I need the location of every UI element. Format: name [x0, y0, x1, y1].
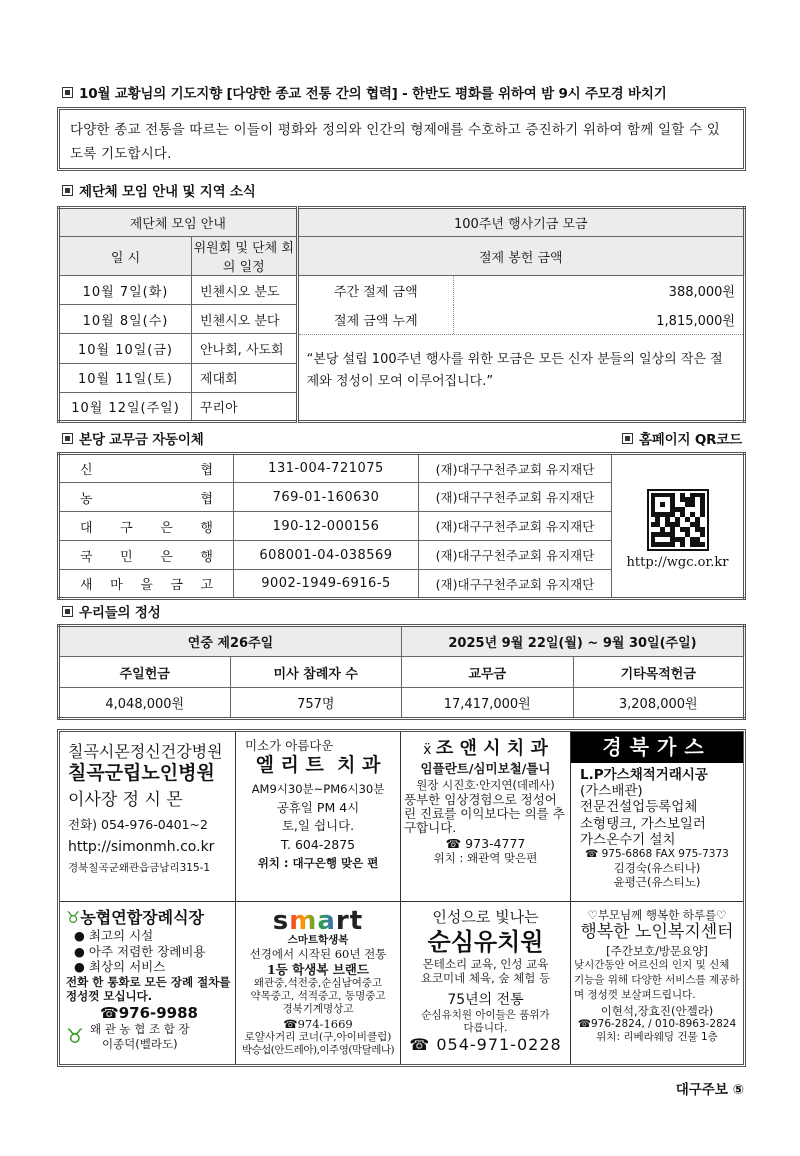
account-holder: (재)대구구천주교회 유지재단: [419, 512, 612, 541]
bank-name: 신 협: [59, 454, 234, 483]
bank-name: 대 구 은 행: [59, 512, 234, 541]
table-row: 10월 11일(토) 제대회: [59, 363, 745, 392]
bank-section-title: 본당 교무금 자동이체: [62, 428, 204, 448]
account-holder: (재)대구구천주교회 유지재단: [419, 570, 612, 599]
account-holder: (재)대구구천주교회 유지재단: [419, 541, 612, 570]
nh-logo-icon: ♉: [66, 1024, 84, 1049]
bank-name: 국 민 은 행: [59, 541, 234, 570]
sunday-offering-value: 4,048,000원: [59, 688, 231, 719]
account-number: 131-004-721075: [234, 454, 419, 483]
tooth-icon: ẍ: [423, 742, 436, 758]
attendance-value: 757명: [230, 688, 402, 719]
groups-table: [57, 206, 746, 423]
bullet-square-icon: [62, 606, 73, 617]
col-header: 미사 참례자 수: [230, 657, 402, 688]
ad-joan-dental: ẍ 조 앤 시 치 과 임플란트/심미보철/틀니 원장 시진호·안지연(데레사) 풍부한 임상경험으로 정성어린 진료를 이익보다는 의를 추구합니다. ☎ 973-4777 위치 : 왜관역 맞은편: [401, 732, 571, 902]
other-offering-value: 3,208,000원: [573, 688, 745, 719]
account-number: 769-01-160630: [234, 483, 419, 512]
account-holder: (재)대구구천주교회 유지재단: [419, 483, 612, 512]
bullet-square-icon: [622, 433, 633, 444]
offering-table: [57, 624, 746, 720]
bullet-square-icon: [62, 185, 73, 196]
homepage-link[interactable]: http://wgc.or.kr: [626, 554, 729, 570]
col-header: 교무금: [402, 657, 574, 688]
hospital-url[interactable]: http://simonmh.co.kr: [68, 838, 215, 855]
account-holder: (재)대구구천주교회 유지재단: [419, 454, 612, 483]
groups-section-title: 제단체 모임 안내 및 지역 소식: [62, 180, 256, 200]
fund-header: 100주년 행사기금 모금: [297, 208, 744, 237]
bank-name: 농 협: [59, 483, 234, 512]
ad-hospital: 칠곡시몬정신건강병원 칠곡군립노인병원 이사장 정 시 몬 전화) 054-976-0401~2 http://simonmh.co.kr 경북칠곡군왜관읍금남리315-1: [60, 732, 236, 902]
qr-cell: [612, 454, 745, 599]
ad-senior-welfare-center: ♡부모님께 행복한 하루를♡ 행복한 노인복지센터 [주간보호/방문요양] 낮시간동안 어르신의 인지 및 신체 기능을 위해 다양한 서비스를 제공하며 정성껏 보살펴드립니다. 이현석,장효진(안젤라) ☎976-2824, / 010-8963-2824 위치: 리베라웨딩 건물 1층: [574, 908, 740, 1044]
table-row: 10월 8일(수) 빈첸시오 분다: [59, 305, 745, 334]
col-event-header: 위원회 및 단체 회의 일정: [192, 237, 298, 276]
offering-period: 2025년 9월 22일(월) ~ 9월 30일(주일): [402, 626, 745, 657]
advertisements-grid: [57, 729, 746, 1067]
bullet-square-icon: [62, 433, 73, 444]
page-footer: 대구주보 ⑤: [675, 1082, 744, 1098]
col-fund-header: 절제 봉헌 금액: [297, 237, 744, 276]
ad-gyeongbuk-gas: 경북가스 L.P가스채적거래시공 (가스배관) 전문건설업등록업체 소형탱크, 가스보일러 가스온수기 설치 ☎ 975-6868 FAX 975-7373 김경숙(유스티나) 윤평근(유스티노): [571, 732, 743, 902]
account-number: 190-12-000156: [234, 512, 419, 541]
fund-quote: “본당 설립 100주년 행사를 위한 모금은 모든 신자 분들의 일상의 작은 절제와 정성이 모여 이루어집니다.”: [299, 334, 743, 420]
weekly-fund-label: 주간 절제 금액: [299, 276, 454, 305]
gas-brand-banner: 경북가스: [571, 732, 743, 763]
offering-week: 연중 제26주일: [59, 626, 402, 657]
qr-code-icon[interactable]: [647, 489, 709, 551]
bullet-square-icon: [62, 87, 73, 98]
total-fund-label: 절제 금액 누계: [299, 305, 454, 334]
ad-smart-uniform: smart 스마트학생복 선경에서 시작된 60년 전통 1등 학생복 브랜드 왜관중,석전중,순심남여중고 약목중고, 석적중고, 동명중고 경북기계명상고 ☎974-1669 로얄사거리 코너(구,아이비클럽) 박승섭(안드레아),이주영(막달레나): [236, 902, 401, 1064]
prayer-intention-box: [57, 107, 746, 171]
smart-logo: smart: [272, 906, 364, 936]
ad-sunsim-kindergarten: 인성으로 빛나는 순심유치원 몬테소리 교육, 인성 교육 요코미네 체육, 숲 체험 등 75년의 전통 순심유치원 아이들은 품위가 다릅니다. ☎ 054-971-0228: [401, 902, 571, 1064]
weekly-fund-value: 388,000원: [668, 285, 735, 300]
qr-section-title: 홈페이지 QR코드: [622, 428, 742, 448]
account-number: 9002-1949-6916-5: [234, 570, 419, 599]
bank-transfer-table: [57, 452, 746, 600]
table-row: 10월 10일(금) 안나회, 사도회: [59, 334, 745, 363]
church-tax-value: 17,417,000원: [402, 688, 574, 719]
col-header: 기타목적헌금: [573, 657, 745, 688]
ad-nh-funeral: ♉농협연합장례식장 ● 최고의 시설 ● 아주 저렴한 장례비용 ● 최상의 서비스 전화 한 통화로 모든 장례 절차를 정성껏 모십니다. ☎976-9988 ♉ 왜 관 농 협 조 합 장 이종덕(벨라도): [60, 902, 236, 1064]
bank-name: 새 마 을 금 고: [59, 570, 234, 599]
account-number: 608001-04-038569: [234, 541, 419, 570]
total-fund-value: 1,815,000원: [656, 314, 735, 329]
offering-section-title: 우리들의 정성: [62, 601, 161, 621]
nh-logo-icon: ♉: [66, 908, 81, 927]
col-header: 주일헌금: [59, 657, 231, 688]
groups-header: 제단체 모임 안내: [59, 208, 298, 237]
table-row: 10월 12일(주일) 꾸리아: [59, 392, 745, 421]
prayer-text: 다양한 종교 전통을 따르는 이들이 평화와 정의와 인간의 형제애를 수호하고 증진하기 위하여 함께 일할 수 있도록 기도합시다.: [70, 122, 720, 162]
fund-panel: [297, 276, 744, 422]
table-row: [59, 454, 745, 483]
table-row: 10월 7일(화) 빈첸시오 분도 주간 절제 금액 388,000원 절제 금액 누계 1,815,000원 “본당 설립 100주년 행사를 위한 모금은 모든 신자 분들의 일상의 작은 절제와 정성이 모여 이루어집니다.”: [59, 276, 745, 305]
table-row: [59, 688, 745, 719]
col-date-header: 일 시: [59, 237, 192, 276]
ad-elite-dental: 미소가 아름다운 엘 리 트 치 과 AM9시30분~PM6시30분 공휴일 PM 4시 토,일 쉽니다. T. 604-2875 위치 : 대구은행 맞은 편: [236, 732, 401, 902]
prayer-intention-title: 10월 교황님의 기도지향 [다양한 종교 전통 간의 협력] - 한반도 평화를 위하여 밤 9시 주모경 바치기: [62, 82, 667, 102]
